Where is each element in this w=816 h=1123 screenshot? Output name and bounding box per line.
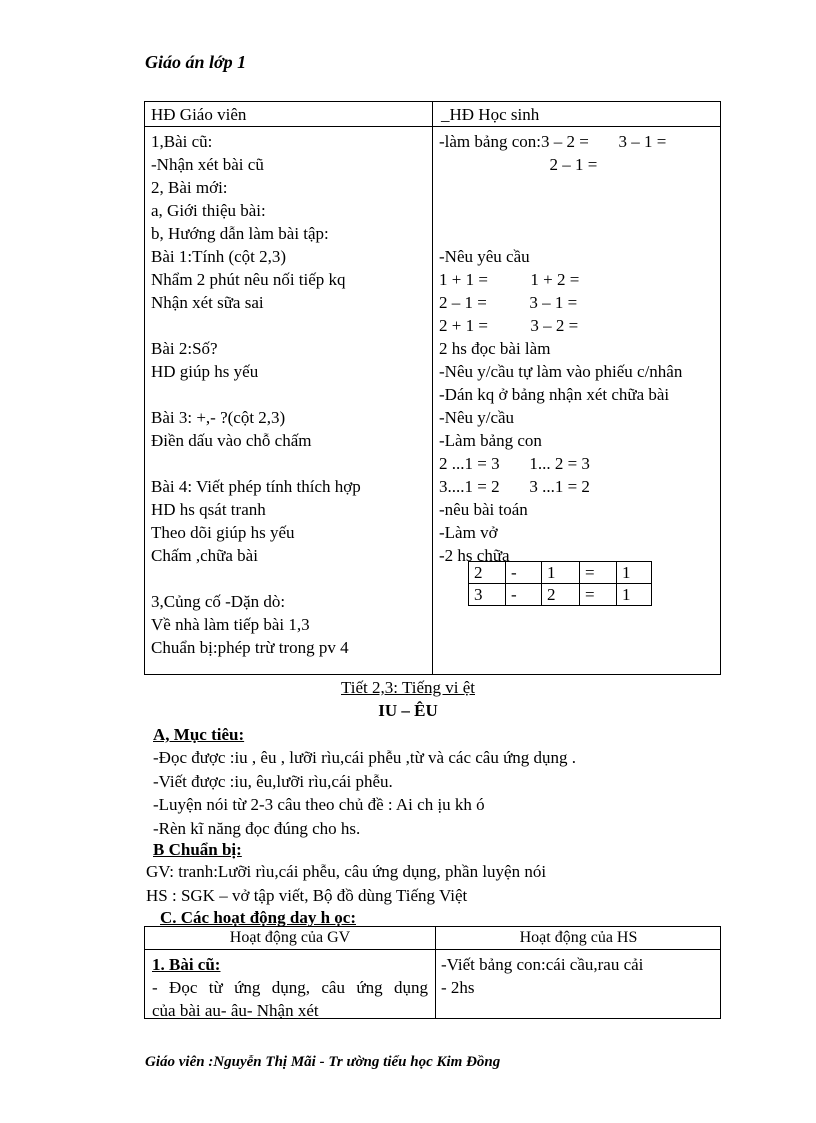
gv-activity-line: của bài au- âu- Nhận xét	[152, 1001, 319, 1020]
teacher-activity-line: Nhẩm 2 phút nêu nối tiếp kq	[151, 270, 346, 289]
activities-table	[144, 926, 721, 1019]
lesson-activity-table	[144, 101, 721, 675]
student-activity-line: 2 ...1 = 3 1... 2 = 3	[439, 454, 590, 473]
answer-cell: 3	[469, 584, 506, 606]
student-activity-line: 2 – 1 =	[439, 155, 598, 174]
student-activity-line	[439, 222, 682, 245]
teacher-activity-line	[151, 567, 361, 590]
teacher-activity-line: Bài 2:Số?	[151, 339, 218, 358]
page-footer: Giáo viên :Nguyễn Thị Mãi - Tr ường tiểu học Kim Đồng	[145, 1054, 501, 1070]
lesson-title: IU – ÊU	[378, 701, 438, 720]
teacher-activity-line: Theo dõi giúp hs yếu	[151, 523, 295, 542]
teacher-activity-line: Bài 3: +,- ?(cột 2,3)	[151, 408, 286, 427]
student-activity-line	[439, 176, 682, 199]
objectives-list	[153, 746, 576, 840]
objective-item: -Đọc được :iu , êu , lưỡi rìu,cái phễu ,từ và các câu ứng dụng .	[153, 748, 577, 767]
teacher-activities	[151, 130, 361, 659]
teacher-activity-line: Chuẩn bị:phép trừ trong pv 4	[151, 638, 349, 657]
student-activities	[439, 130, 682, 567]
teacher-activity-line: Về nhà làm tiếp bài 1,3	[151, 615, 310, 634]
answer-grid	[468, 561, 652, 606]
student-activity-line: -nêu bài toán	[439, 500, 528, 519]
hs-activity-line: - 2hs	[441, 978, 475, 997]
hs-activities	[441, 953, 643, 999]
answer-row	[469, 562, 652, 584]
teacher-column-header: HĐ Giáo viên	[151, 105, 247, 124]
objective-item: -Luyện nói từ 2-3 câu theo chủ đề : Ai ch ịu kh ó	[153, 795, 485, 814]
student-activity-line: -2 hs chữa	[439, 546, 510, 565]
objective-item: -Rèn kĩ năng đọc đúng cho hs.	[153, 818, 361, 838]
answer-cell: -	[506, 584, 542, 606]
answer-cell: =	[580, 562, 617, 584]
student-activity-line: -Nêu y/cầu	[439, 408, 515, 427]
objective-item: -Viết được :iu, êu,lưỡi rìu,cái phễu.	[153, 771, 393, 791]
teacher-activity-line: Bài 4: Viết phép tính thích hợp	[151, 477, 361, 496]
student-activity-line: 2 + 1 = 3 – 2 =	[439, 316, 579, 335]
section-objectives-heading: A, Mục tiêu:	[153, 725, 245, 744]
teacher-activity-line: a, Giới thiệu bài:	[151, 201, 266, 220]
answer-cell: 1	[617, 562, 652, 584]
table-header-divider	[145, 126, 720, 127]
answer-cell: 2	[542, 584, 580, 606]
student-activity-line: 1 + 1 = 1 + 2 =	[439, 270, 580, 289]
gv-activity-line: - Đọc từ ứng dụng, câu ứng dụng	[152, 978, 428, 997]
teacher-activity-line: Nhận xét sữa sai	[151, 293, 264, 312]
gv-activities	[152, 953, 428, 1022]
teacher-activity-line: 2, Bài mới:	[151, 178, 228, 197]
gv-column-header: Hoạt động của GV	[229, 929, 351, 946]
section-prep-heading: B Chuẩn bị:	[153, 840, 242, 859]
teacher-activity-line: Chấm ,chữa bài	[151, 546, 258, 565]
answer-cell: =	[580, 584, 617, 606]
prep-list	[146, 860, 546, 907]
lesson-subtitle: Tiết 2,3: Tiếng vi ệt	[341, 678, 475, 697]
student-activity-line	[439, 199, 682, 222]
old-lesson-heading: 1. Bài cũ:	[152, 955, 221, 974]
student-activity-line: 2 – 1 = 3 – 1 =	[439, 293, 578, 312]
prep-item: GV: tranh:Lưỡi rìu,cái phễu, câu ứng dụng, phần luyện nói	[146, 862, 547, 881]
teacher-activity-line	[151, 383, 361, 406]
student-activity-line: -Làm vở	[439, 523, 498, 542]
table-header-divider	[145, 949, 720, 950]
section-activities-heading: C. Các hoạt động day h ọc:	[160, 908, 356, 927]
prep-item: HS : SGK – vở tập viết, Bộ đồ dùng Tiếng Việt	[146, 885, 468, 905]
student-activity-line: -Nêu yêu cầu	[439, 247, 530, 266]
teacher-activity-line	[151, 452, 361, 475]
answer-cell: 1	[542, 562, 580, 584]
student-activity-line: -Dán kq ở bảng nhận xét chữa bài	[439, 385, 670, 404]
table-column-divider	[432, 102, 433, 674]
hs-activity-line: -Viết bảng con:cái cầu,rau cải	[441, 955, 644, 974]
teacher-activity-line: b, Hướng dẫn làm bài tập:	[151, 224, 329, 243]
student-activity-line: 2 hs đọc bài làm	[439, 339, 551, 358]
teacher-activity-line: -Nhận xét bài cũ	[151, 155, 264, 174]
hs-column-header: Hoạt động của HS	[519, 929, 638, 946]
student-activity-line: -Làm bảng con	[439, 431, 542, 450]
teacher-activity-line: 3,Củng cố -Dặn dò:	[151, 592, 286, 611]
teacher-activity-line: 1,Bài cũ:	[151, 132, 213, 151]
student-activity-line: 3....1 = 2 3 ...1 = 2	[439, 477, 590, 496]
student-column-header: _HĐ Học sinh	[441, 105, 540, 124]
student-activity-line: -làm bảng con:3 – 2 = 3 – 1 =	[439, 132, 667, 151]
teacher-activity-line: Bài 1:Tính (cột 2,3)	[151, 247, 287, 266]
teacher-activity-line: HD giúp hs yếu	[151, 362, 259, 381]
answer-cell: -	[506, 562, 542, 584]
teacher-activity-line: Điền dấu vào chỗ chấm	[151, 431, 312, 450]
teacher-activity-line: HD hs qsát tranh	[151, 500, 266, 519]
student-activity-line: -Nêu y/cầu tự làm vào phiếu c/nhân	[439, 362, 683, 381]
answer-cell: 1	[617, 584, 652, 606]
page-header-title: Giáo án lớp 1	[145, 52, 247, 72]
answer-row	[469, 584, 652, 606]
teacher-activity-line	[151, 314, 361, 337]
answer-cell: 2	[469, 562, 506, 584]
